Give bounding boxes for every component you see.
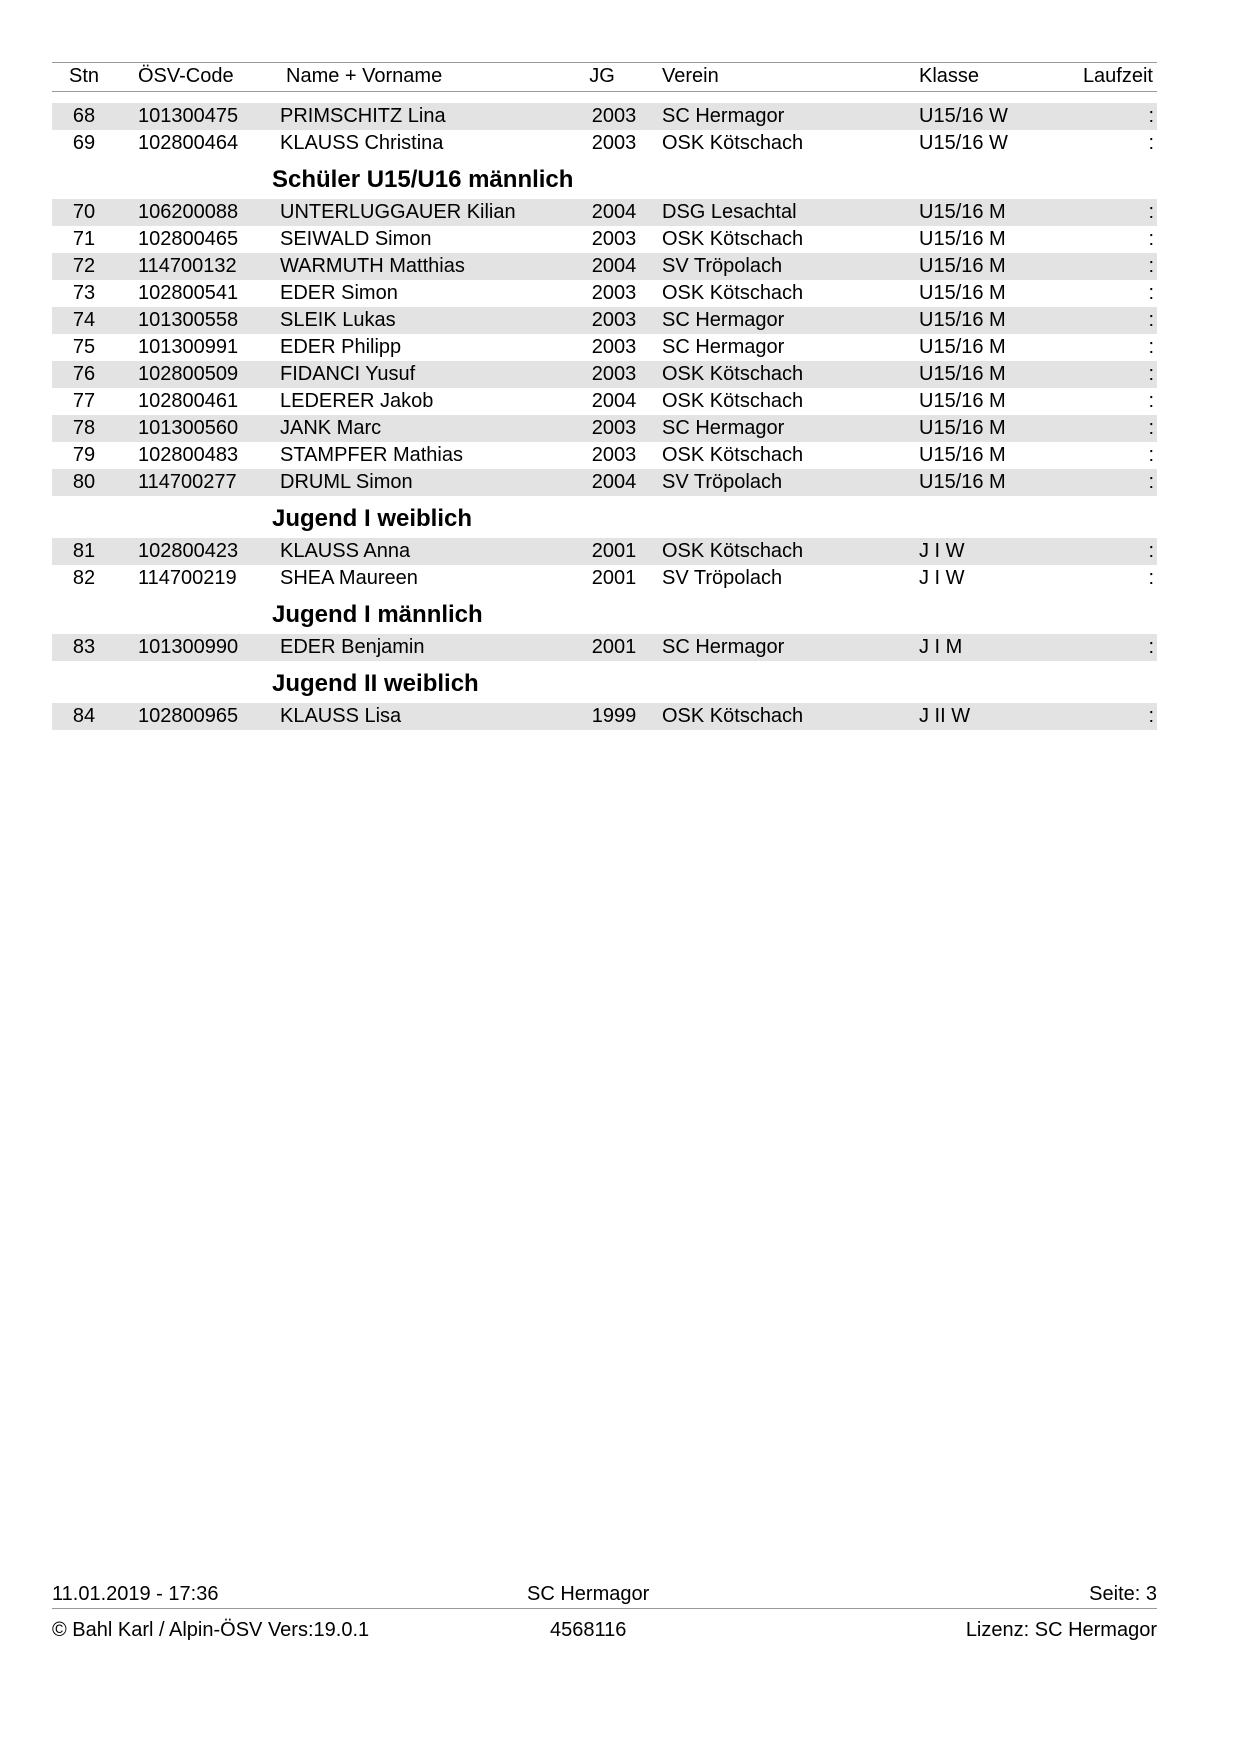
- cell-jg: 2001: [591, 540, 637, 562]
- cell-name: JANK Marc: [280, 417, 382, 439]
- cell-klasse: U15/16 M: [919, 417, 1006, 439]
- cell-name: LEDERER Jakob: [280, 390, 434, 412]
- table-row: [52, 565, 1157, 592]
- table-row: [52, 307, 1157, 334]
- cell-klasse: J I W: [919, 567, 965, 589]
- cell-klasse: U15/16 M: [919, 471, 1006, 493]
- cell-stn: 72: [72, 255, 96, 277]
- cell-laufzeit: :: [1148, 132, 1154, 154]
- category-heading: Jugend I weiblich: [272, 505, 473, 532]
- cell-code: 102800541: [138, 282, 239, 304]
- cell-laufzeit: :: [1148, 228, 1154, 250]
- footer-line-1: [52, 1580, 1157, 1609]
- footer-copyright: © Bahl Karl / Alpin-ÖSV Vers:19.0.1: [52, 1619, 370, 1641]
- cell-code: 102800465: [138, 228, 239, 250]
- cell-laufzeit: :: [1148, 390, 1154, 412]
- cell-jg: 2003: [591, 309, 637, 331]
- cell-verein: SC Hermagor: [662, 417, 785, 439]
- cell-verein: OSK Kötschach: [662, 282, 804, 304]
- cell-verein: SV Tröpolach: [662, 255, 783, 277]
- cell-verein: SC Hermagor: [662, 336, 785, 358]
- cell-klasse: U15/16 W: [919, 132, 1008, 154]
- header-name: Name + Vorname: [286, 65, 443, 87]
- cell-stn: 74: [72, 309, 96, 331]
- footer-line-2: [52, 1616, 1157, 1644]
- cell-verein: DSG Lesachtal: [662, 201, 797, 223]
- cell-verein: OSK Kötschach: [662, 705, 804, 727]
- cell-stn: 83: [72, 636, 96, 658]
- cell-code: 102800423: [138, 540, 239, 562]
- cell-jg: 2001: [591, 636, 637, 658]
- cell-klasse: U15/16 M: [919, 201, 1006, 223]
- cell-jg: 2003: [591, 105, 637, 127]
- cell-laufzeit: :: [1148, 417, 1154, 439]
- cell-name: DRUML Simon: [280, 471, 413, 493]
- cell-jg: 2004: [591, 201, 637, 223]
- table-row: [52, 280, 1157, 307]
- table-row: [52, 130, 1157, 157]
- cell-klasse: U15/16 M: [919, 228, 1006, 250]
- footer-datetime: 11.01.2019 - 17:36: [52, 1583, 219, 1605]
- table-row: [52, 334, 1157, 361]
- table-row: [52, 415, 1157, 442]
- cell-jg: 2001: [591, 567, 637, 589]
- header-klasse: Klasse: [919, 65, 980, 87]
- cell-laufzeit: :: [1148, 336, 1154, 358]
- cell-name: EDER Philipp: [280, 336, 402, 358]
- cell-laufzeit: :: [1148, 636, 1154, 658]
- cell-jg: 2003: [591, 444, 637, 466]
- cell-stn: 82: [72, 567, 96, 589]
- cell-code: 101300991: [138, 336, 239, 358]
- cell-code: 114700219: [138, 567, 237, 589]
- cell-code: 101300990: [138, 636, 239, 658]
- cell-code: 102800461: [138, 390, 239, 412]
- category-heading: Jugend I männlich: [272, 601, 483, 628]
- cell-klasse: U15/16 W: [919, 105, 1008, 127]
- cell-stn: 84: [72, 705, 96, 727]
- cell-jg: 2003: [591, 282, 637, 304]
- cell-name: KLAUSS Lisa: [280, 705, 402, 727]
- cell-stn: 77: [72, 390, 96, 412]
- cell-stn: 69: [72, 132, 96, 154]
- cell-code: 106200088: [138, 201, 239, 223]
- table-row: [52, 538, 1157, 565]
- cell-klasse: U15/16 M: [919, 282, 1006, 304]
- cell-name: EDER Benjamin: [280, 636, 425, 658]
- cell-name: STAMPFER Mathias: [280, 444, 463, 466]
- cell-code: 101300475: [138, 105, 239, 127]
- cell-name: SLEIK Lukas: [280, 309, 396, 331]
- cell-laufzeit: :: [1148, 705, 1154, 727]
- cell-code: 102800483: [138, 444, 239, 466]
- cell-klasse: U15/16 M: [919, 444, 1006, 466]
- table-row: [52, 361, 1157, 388]
- cell-jg: 2003: [591, 336, 637, 358]
- cell-verein: SC Hermagor: [662, 309, 785, 331]
- cell-name: KLAUSS Anna: [280, 540, 411, 562]
- cell-stn: 75: [72, 336, 96, 358]
- cell-laufzeit: :: [1148, 363, 1154, 385]
- footer-number: 4568116: [550, 1619, 627, 1641]
- cell-verein: OSK Kötschach: [662, 390, 804, 412]
- cell-stn: 70: [72, 201, 96, 223]
- cell-name: FIDANCI Yusuf: [280, 363, 416, 385]
- cell-stn: 73: [72, 282, 96, 304]
- cell-verein: SC Hermagor: [662, 636, 785, 658]
- table-row: [52, 634, 1157, 661]
- cell-verein: OSK Kötschach: [662, 363, 804, 385]
- cell-jg: 1999: [591, 705, 637, 727]
- cell-verein: OSK Kötschach: [662, 540, 804, 562]
- cell-name: SHEA Maureen: [280, 567, 418, 589]
- cell-code: 101300560: [138, 417, 239, 439]
- table-row: [52, 703, 1157, 730]
- category-heading: Schüler U15/U16 männlich: [272, 166, 574, 193]
- cell-stn: 71: [72, 228, 96, 250]
- header-code: ÖSV-Code: [138, 65, 234, 87]
- table-header: [52, 62, 1157, 92]
- cell-laufzeit: :: [1148, 201, 1154, 223]
- header-stn: Stn: [68, 65, 100, 87]
- cell-code: 102800509: [138, 363, 239, 385]
- header-laufzeit: Laufzeit: [1082, 65, 1153, 87]
- table-row: [52, 226, 1157, 253]
- cell-laufzeit: :: [1148, 105, 1154, 127]
- cell-code: 101300558: [138, 309, 239, 331]
- header-verein: Verein: [662, 65, 719, 87]
- cell-klasse: U15/16 M: [919, 363, 1006, 385]
- cell-name: PRIMSCHITZ Lina: [280, 105, 446, 127]
- cell-verein: OSK Kötschach: [662, 444, 804, 466]
- footer-club: SC Hermagor: [527, 1583, 650, 1605]
- cell-klasse: U15/16 M: [919, 309, 1006, 331]
- cell-stn: 76: [72, 363, 96, 385]
- cell-stn: 78: [72, 417, 96, 439]
- cell-jg: 2003: [591, 363, 637, 385]
- cell-laufzeit: :: [1148, 309, 1154, 331]
- table-row: [52, 469, 1157, 496]
- cell-laufzeit: :: [1148, 567, 1154, 589]
- cell-verein: SV Tröpolach: [662, 567, 783, 589]
- cell-name: KLAUSS Christina: [280, 132, 444, 154]
- cell-code: 102800464: [138, 132, 239, 154]
- table-row: [52, 103, 1157, 130]
- cell-jg: 2004: [591, 255, 637, 277]
- footer-page-number: Seite: 3: [1089, 1583, 1157, 1605]
- footer-license: Lizenz: SC Hermagor: [965, 1619, 1157, 1641]
- cell-stn: 81: [72, 540, 96, 562]
- cell-verein: OSK Kötschach: [662, 132, 804, 154]
- cell-name: WARMUTH Matthias: [280, 255, 465, 277]
- cell-klasse: J I M: [919, 636, 963, 658]
- cell-laufzeit: :: [1148, 255, 1154, 277]
- table-row: [52, 199, 1157, 226]
- cell-jg: 2004: [591, 390, 637, 412]
- cell-code: 102800965: [138, 705, 239, 727]
- cell-verein: OSK Kötschach: [662, 228, 804, 250]
- cell-laufzeit: :: [1148, 444, 1154, 466]
- table-row: [52, 442, 1157, 469]
- cell-stn: 80: [72, 471, 96, 493]
- cell-stn: 68: [72, 105, 96, 127]
- table-row: [52, 388, 1157, 415]
- cell-klasse: U15/16 M: [919, 390, 1006, 412]
- cell-code: 114700132: [138, 255, 237, 277]
- cell-klasse: J I W: [919, 540, 965, 562]
- cell-laufzeit: :: [1148, 471, 1154, 493]
- cell-jg: 2003: [591, 132, 637, 154]
- category-heading: Jugend II weiblich: [272, 670, 479, 697]
- cell-jg: 2004: [591, 471, 637, 493]
- cell-stn: 79: [72, 444, 96, 466]
- header-jg: JG: [589, 65, 615, 87]
- cell-name: EDER Simon: [280, 282, 398, 304]
- cell-jg: 2003: [591, 417, 637, 439]
- cell-klasse: U15/16 M: [919, 336, 1006, 358]
- cell-laufzeit: :: [1148, 540, 1154, 562]
- cell-klasse: U15/16 M: [919, 255, 1006, 277]
- table-row: [52, 253, 1157, 280]
- cell-klasse: J II W: [919, 705, 971, 727]
- cell-name: SEIWALD Simon: [280, 228, 432, 250]
- cell-code: 114700277: [138, 471, 237, 493]
- cell-jg: 2003: [591, 228, 637, 250]
- cell-name: UNTERLUGGAUER Kilian: [280, 201, 516, 223]
- cell-laufzeit: :: [1148, 282, 1154, 304]
- cell-verein: SC Hermagor: [662, 105, 785, 127]
- cell-verein: SV Tröpolach: [662, 471, 783, 493]
